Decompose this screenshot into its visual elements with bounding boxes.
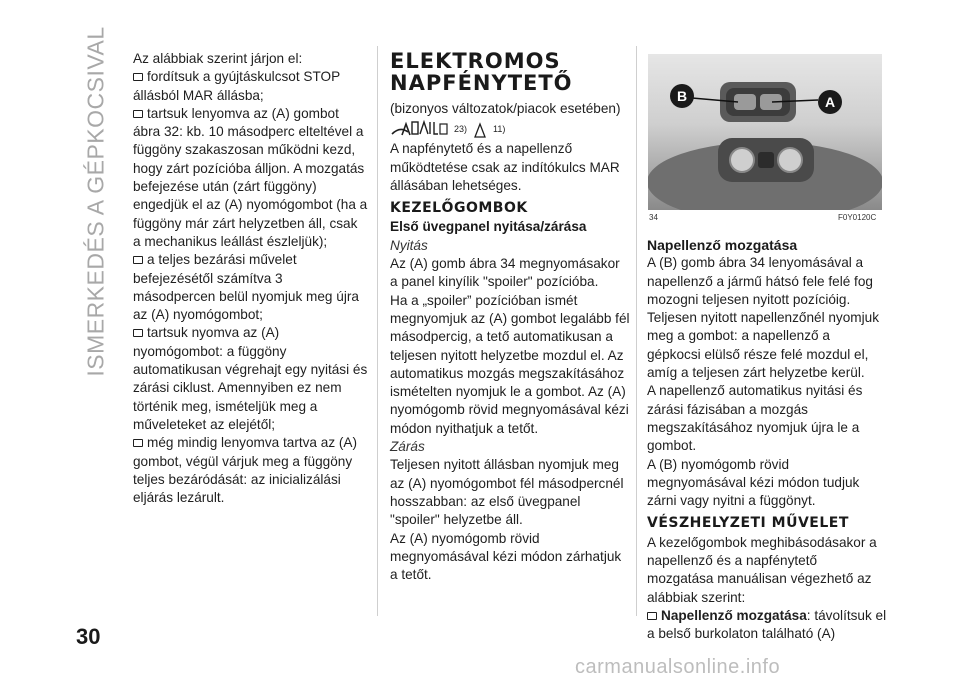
square-bullet-icon xyxy=(647,612,657,620)
opening-paragraph: Ha a „spoiler” pozícióban ismét megnyomjuk az (A) gombot legalább fél másodpercig, a tető automatikusan a teljesen nyitott helyzetbe mozdul el. Az automatikus mozgás megszakításához ismételten nyomjuk le a gombot. Az (A) nyomógomb rövid megnyomásával kézi módon nyithatjuk a tetőt. xyxy=(390,292,630,436)
square-bullet-icon xyxy=(133,439,143,447)
callout-a-label: A xyxy=(824,94,836,110)
watermark: carmanualsonline.info xyxy=(575,656,781,678)
procedure-intro: Az alábbiak szerint járjon el: xyxy=(133,51,303,66)
column-1 xyxy=(133,50,368,507)
section-side-tab xyxy=(80,25,112,377)
sunshade-paragraph: A (B) gomb ábra 34 lenyomásával a napellenző a jármű hátsó fele felé fog mozogni teljesen nyitott pozícióig. Teljesen nyitott napellenzőnél nyomjuk meg a gombot: a napellenző a gépkocsi elülső része felé mozdul el, amíg a teljesen zárt helyzetbe kerül. xyxy=(647,255,879,381)
controls-heading: KEZELŐGOMBOK xyxy=(390,200,528,217)
figure-code: F0Y0120C xyxy=(838,213,877,222)
sunroof-controls-photo xyxy=(648,54,882,210)
section-title: ELEKTROMOS NAPFÉNYTETŐ xyxy=(390,49,573,95)
sunshade-heading: Napellenző mozgatása xyxy=(647,237,798,253)
emergency-heading: VÉSZHELYZETI MŰVELET xyxy=(647,515,849,532)
procedure-step: fordítsuk a gyújtáskulcsot STOP állásból MAR állásba; xyxy=(133,69,340,103)
square-bullet-icon xyxy=(133,256,143,264)
closing-paragraph: Teljesen nyitott állásban nyomjuk meg az (A) nyomógombot fél másodpercnél hosszabban: az első üvegpanel "spoiler" helyzetbe áll. xyxy=(390,457,624,528)
manual-reference-icon xyxy=(390,118,448,138)
column-divider xyxy=(636,46,637,616)
square-bullet-icon xyxy=(133,329,143,337)
page-number: 30 xyxy=(76,624,101,649)
closing-label: Zárás xyxy=(390,439,425,455)
sunshade-paragraph: A napellenző automatikus nyitási és zárási fázisában a mozgás megszakításához nyomjuk újra le a gombot. xyxy=(647,383,863,454)
sunshade-paragraph: A (B) nyomógomb rövid megnyomásával kézi módon tudjuk zárni vagy nyitni a függönyt. xyxy=(647,456,860,509)
column-divider xyxy=(377,46,378,616)
emergency-paragraph: A kezelőgombok meghibásodásakor a napellenző és a napfénytető mozgatása manuálisan végezhető az alábbiak szerint: xyxy=(647,534,877,605)
closing-paragraph: Az (A) nyomógomb rövid megnyomásával kézi módon zárhatjuk a tetőt. xyxy=(390,530,622,583)
front-panel-heading: Első üvegpanel nyitása/zárása xyxy=(390,219,587,235)
reference-icons xyxy=(390,118,630,138)
procedure-step: a teljes bezárási művelet befejezésétől számítva 3 másodpercen belül nyomjuk meg újra az (A) nyomógombot; xyxy=(133,252,359,323)
overhead-console-illustration xyxy=(648,54,882,210)
warning-book-icon xyxy=(473,122,487,138)
square-bullet-icon xyxy=(133,110,143,118)
opening-label: Nyitás xyxy=(390,237,428,253)
procedure-step: tartsuk nyomva az (A) nyomógombot: a függöny automatikusan végrehajt egy nyitási és zárási ciklust. Amennyiben ez nem történik meg, ismételjük meg a műveleteket az elejétől; xyxy=(133,325,368,432)
column-3 xyxy=(647,236,887,644)
reference-number: 23) xyxy=(454,124,468,134)
square-bullet-icon xyxy=(133,73,143,81)
availability-note: (bizonyos változatok/piacok esetében) xyxy=(390,101,621,116)
procedure-step: még mindig lenyomva tartva az (A) gombot, végül várjuk meg a függöny teljes bezáródását: az inicializálási eljárás lezárult. xyxy=(133,435,358,506)
emergency-step: Napellenző mozgatása: távolítsuk el a belső burkolaton található (A) xyxy=(647,607,887,642)
figure-number: 34 xyxy=(649,213,658,222)
column-2 xyxy=(390,50,630,584)
intro-paragraph: A napfénytető és a napellenző működtetése csak az indítókulcs MAR állásában lehetséges. xyxy=(390,141,620,193)
callout-b-label: B xyxy=(676,88,688,104)
procedure-step: tartsuk lenyomva az (A) gombot ábra 32: kb. 10 másodperc elteltével a függöny szakaszosan működni kezd, hogy zárt pozícióba álljon. A mozgatás befejezése után (zárt függöny) engedjük el az (A) nyomógombot (ha a függöny már zárt helyzetben áll, csak a mechanikus leállást észleljük); xyxy=(133,105,368,249)
reference-number: 11) xyxy=(493,124,506,134)
side-tab-label: ISMERKEDÉS A GÉPKOCSIVAL xyxy=(82,25,109,377)
opening-paragraph: Az (A) gomb ábra 34 megnyomásakor a panel kinyílik "spoiler" pozícióba. xyxy=(390,256,620,290)
